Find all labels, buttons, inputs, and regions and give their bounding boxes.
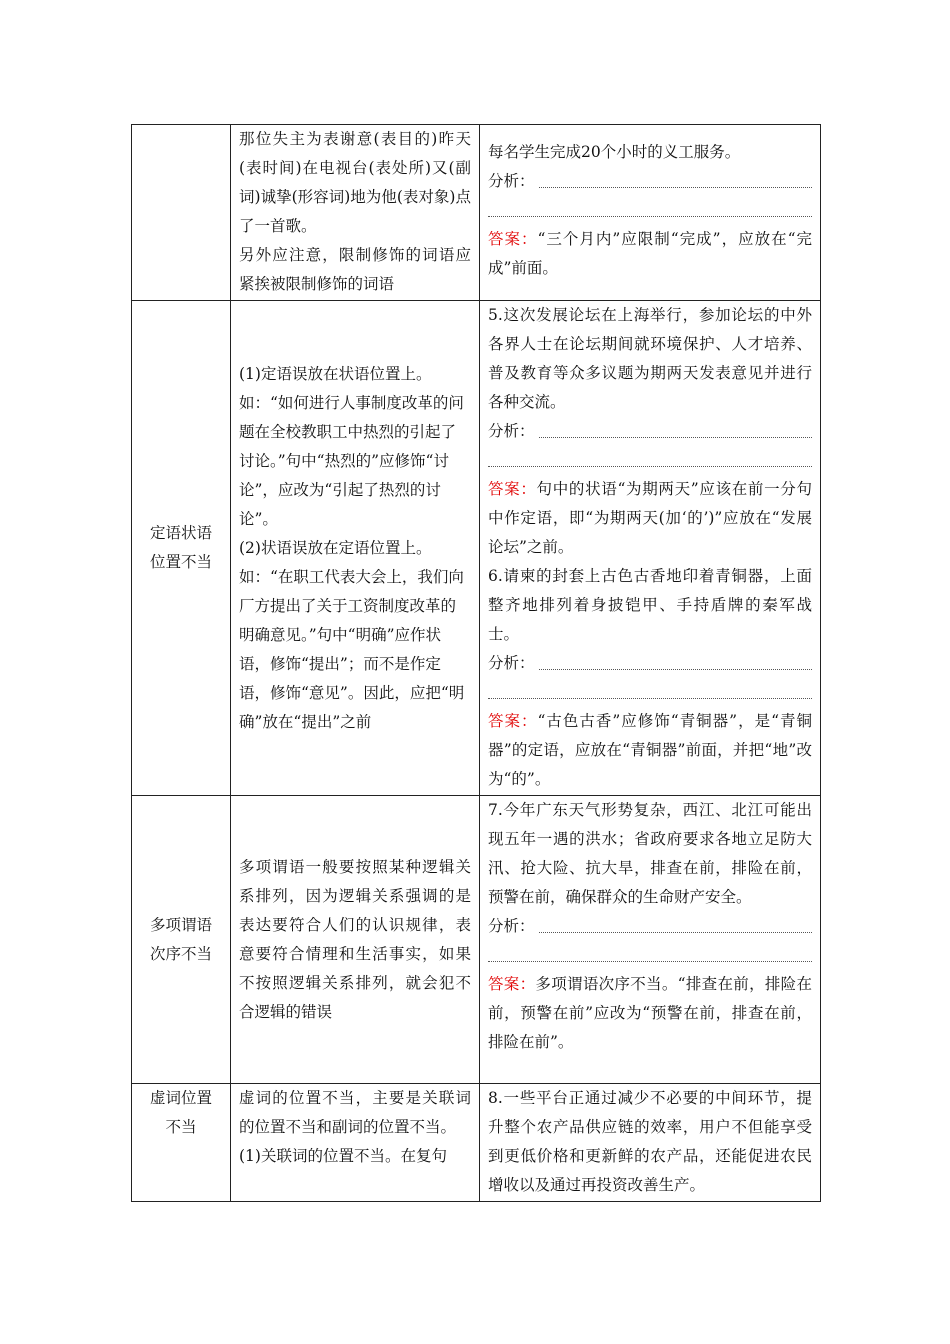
explanation-paragraph: (1)定语误放在状语位置上。 [239, 364, 432, 383]
analysis-field[interactable] [488, 167, 812, 196]
table-row [132, 125, 821, 301]
exercise-answer [488, 475, 812, 562]
answer-text: 句中的状语“为期两天”应该在前一分句中作定语，即“为期两天(加‘的’)”应放在“发展论坛”之前。 [488, 480, 812, 556]
analysis-field[interactable] [488, 649, 812, 678]
explanation-paragraph: 如：“在职工代表大会上，我们向厂方提出了关于工资制度改革的明确意见。”句中“明确”应作状语，修饰“提出”；而不是作定语，修饰“意见”。因此，应把“明确”放在“提出”之前 [239, 567, 465, 731]
exercise-cell [480, 1084, 821, 1202]
analysis-label: 分析： [488, 654, 535, 672]
explanation-cell [231, 125, 480, 301]
explanation-cell [231, 796, 480, 1084]
exercise-cell [480, 125, 821, 301]
explanation-paragraph: 另外应注意，限制修饰的词语应紧挨被限制修饰的词语 [239, 246, 471, 293]
category-label: 多项谓语次序不当 [149, 915, 212, 963]
grammar-error-table [131, 124, 821, 1202]
answer-text: “古色古香”应修饰“青铜器”，是“青铜器”的定语，应放在“青铜器”前面，并把“地”改为“的”。 [488, 712, 812, 788]
answer-label: 答案： [488, 975, 536, 993]
exercise-answer [488, 707, 812, 794]
exercise-answer [488, 225, 812, 283]
analysis-blank-line[interactable] [488, 446, 812, 467]
analysis-blank-line[interactable] [539, 651, 812, 670]
category-cell [132, 301, 231, 796]
analysis-field[interactable] [488, 912, 812, 941]
answer-label: 答案： [488, 480, 537, 498]
category-cell [132, 1084, 231, 1202]
analysis-label: 分析： [488, 422, 535, 440]
category-cell [132, 125, 231, 301]
analysis-blank-line[interactable] [539, 169, 812, 188]
analysis-blank-line[interactable] [488, 678, 812, 699]
table-row [132, 796, 821, 1084]
explanation-paragraph: 虚词的位置不当，主要是关联词的位置不当和副词的位置不当。 [239, 1089, 471, 1136]
explanation-paragraph: 多项谓语一般要按照某种逻辑关系排列，因为逻辑关系强调的是表达要符合人们的认识规律，表意要符合情理和生活事实，如果不按照逻辑关系排列，就会犯不合逻辑的错误 [239, 857, 471, 1021]
category-label: 虚词位置不当 [149, 1089, 212, 1136]
explanation-paragraph: (2)状语误放在定语位置上。 [239, 538, 432, 557]
exercise-question: 7.今年广东天气形势复杂，西江、北江可能出现五年一遇的洪水；省政府要求各地立足防大汛、抢大险、抗大旱，排查在前，排险在前，预警在前，确保群众的生命财产安全。 [488, 801, 812, 906]
explanation-cell [231, 1084, 480, 1202]
answer-label: 答案： [488, 712, 538, 730]
category-cell [132, 796, 231, 1084]
analysis-blank-line[interactable] [539, 419, 812, 438]
analysis-blank-line[interactable] [488, 941, 812, 962]
analysis-field[interactable] [488, 417, 812, 446]
category-label: 定语状语位置不当 [149, 524, 212, 571]
answer-text: 多项谓语次序不当。“排查在前，排险在前，预警在前”应改为“预警在前，排查在前，排险在前”。 [488, 975, 812, 1051]
exercise-cell [480, 796, 821, 1084]
explanation-paragraph: (1)关联词的位置不当。在复句 [239, 1147, 447, 1165]
explanation-paragraph: 如：“如何进行人事制度改革的问题在全校教职工中热烈的引起了讨论。”句中“热烈的”应修饰“讨论”，应改为“引起了热烈的讨论”。 [239, 393, 464, 528]
explanation-paragraph: 那位失主为表谢意(表目的)昨天(表时间)在电视台(表处所)又(副词)诚挚(形容词)地为他(表对象)点了一首歌。 [239, 130, 471, 235]
analysis-blank-line[interactable] [488, 196, 812, 217]
explanation-cell [231, 301, 480, 796]
exercise-question: 6.请柬的封套上古色古香地印着青铜器，上面整齐地排列着身披铠甲、手持盾牌的秦军战士。 [488, 567, 812, 643]
answer-text: “三个月内”应限制“完成”，应放在“完成”前面。 [488, 230, 812, 277]
table-row [132, 1084, 821, 1202]
exercise-question: 每名学生完成20个小时的义工服务。 [488, 143, 741, 161]
analysis-blank-line[interactable] [539, 914, 812, 933]
exercise-question: 5.这次发展论坛在上海举行，参加论坛的中外各界人士在论坛期间就环境保护、人才培养、普及教育等众多议题为期两天发表意见并进行各种交流。 [488, 306, 812, 411]
exercise-cell [480, 301, 821, 796]
analysis-label: 分析： [488, 917, 535, 935]
exercise-answer [488, 970, 812, 1057]
answer-label: 答案： [488, 230, 538, 248]
table-row [132, 301, 821, 796]
analysis-label: 分析： [488, 172, 535, 190]
exercise-question: 8.一些平台正通过减少不必要的中间环节，提升整个农产品供应链的效率，用户不但能享受到更低价格和更新鲜的农产品，还能促进农民增收以及通过再投资改善生产。 [488, 1089, 812, 1194]
